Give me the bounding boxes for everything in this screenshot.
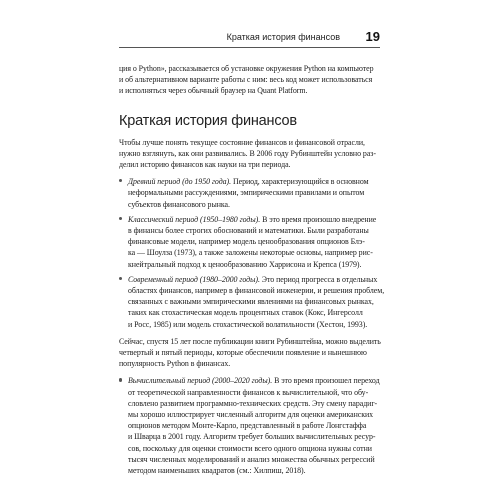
list-item-modern-period xyxy=(119,274,383,330)
page-body xyxy=(119,63,383,476)
bullet-dot-icon xyxy=(119,179,122,182)
bullet-line: опционов методом Монте-Карло, представленный в работе Лонгстаффа xyxy=(128,421,367,431)
paragraph-line: популярность Python в финансах. xyxy=(119,359,231,369)
bullet-line: связанных с важными эмпирическими явлениями на финансовых рынках, xyxy=(128,297,374,307)
period-term: Современный период (1980–2000 годы). xyxy=(128,274,260,284)
bullet-dot-icon xyxy=(119,277,122,280)
bullet-line: субъектов финансового рынка. xyxy=(128,199,230,209)
period-term: Классический период (1950–1980 годы). xyxy=(128,214,261,224)
section-heading: Краткая история финансов xyxy=(119,112,297,129)
middle-paragraph xyxy=(119,336,383,370)
bullet-line: от теоретической направленности финансов к вычислительной, что обу- xyxy=(128,387,369,397)
paragraph-line: Сейчас, спустя 15 лет после публикации книги Рубинштейна, можно выделить xyxy=(119,336,381,346)
bullet-line: и Шварца в 2001 году. Алгоритм требует больших вычислительных ресур- xyxy=(128,432,376,442)
bullet-line: кнейтральный подход к ценообразованию Харрисона и Крепса (1979). xyxy=(128,259,362,269)
bullet-line: финансовые модели, например модель ценообразования опционов Блэ- xyxy=(128,237,365,247)
intro-paragraph xyxy=(119,63,383,97)
paragraph-line: четвертый и пятый периоды, которые обеспечили появление и нынешнюю xyxy=(119,348,367,358)
paragraph-line: Чтобы лучше понять текущее состояние финансов и финансовой отрасли, xyxy=(119,137,365,147)
intro-line: ция о Python», рассказывается об установке окружения Python на компьютер xyxy=(119,64,374,73)
bullet-line: таких как стохастическая модель процентных ставок (Кокс, Ингерсолл xyxy=(128,308,363,318)
bullet-dot-icon xyxy=(119,378,122,381)
bullet-line: и Росс, 1985) или модель стохастической волатильности (Хестон, 1993). xyxy=(128,319,368,329)
running-header xyxy=(119,28,380,48)
header-rule xyxy=(119,47,380,48)
bullet-text: В это время произошел переход xyxy=(272,376,380,386)
period-term: Вычислительный период (2000–2020 годы). xyxy=(128,376,273,386)
page-number: 19 xyxy=(365,29,380,44)
section-paragraph xyxy=(119,137,383,171)
intro-line: и исполняться через обычный браузер на Quant Platform. xyxy=(119,86,308,96)
bullet-line: областях финансов, например в финансовой инженерии, и решения проблем, xyxy=(128,286,385,296)
bullet-line: словлено развитием программно-технических средств. Эту смену парадиг- xyxy=(128,398,378,408)
period-term: Древний период (до 1950 года). xyxy=(128,177,232,187)
running-header-title: Краткая история финансов xyxy=(226,32,340,42)
list-item-computational-period xyxy=(119,375,383,476)
list-item-classical-period xyxy=(119,214,383,270)
bullet-line: в финансы более строгих обоснований и математики. Были разработаны xyxy=(128,226,369,236)
paragraph-line: делил историю финансов как науки на три периода. xyxy=(119,160,291,170)
bullet-line: неформальными рассуждениями, эмпирическими правилами и опытом xyxy=(128,188,365,198)
bullet-line: ка — Шоулза (1973), а также заложены некоторые основы, например рис- xyxy=(128,248,373,258)
bullet-line: методом наименьших квадратов (см.: Хилпиш, 2018). xyxy=(128,466,306,476)
bullet-line: сов, поскольку для оценки стоимости всего одного опциона нужны сотни xyxy=(128,443,372,453)
bullet-line: мы хорошо иллюстрирует численный алгоритм для оценки американских xyxy=(128,410,374,420)
bullet-dot-icon xyxy=(119,217,122,220)
bullet-text: Период, характеризующийся в основном xyxy=(231,177,369,187)
list-item-ancient-period xyxy=(119,176,383,210)
intro-line: и об альтернативном варианте работы с ним: весь код может использоваться xyxy=(119,75,373,85)
bullet-text: Это период прогресса в отдельных xyxy=(259,274,378,284)
bullet-text: В это время произошло внедрение xyxy=(260,214,377,224)
bullet-line: тысяч численных моделирований и анализ множества обычных регрессий xyxy=(128,454,375,464)
paragraph-line: нужно взглянуть, как они развивались. В 2006 году Рубинштейн условно раз- xyxy=(119,148,376,158)
